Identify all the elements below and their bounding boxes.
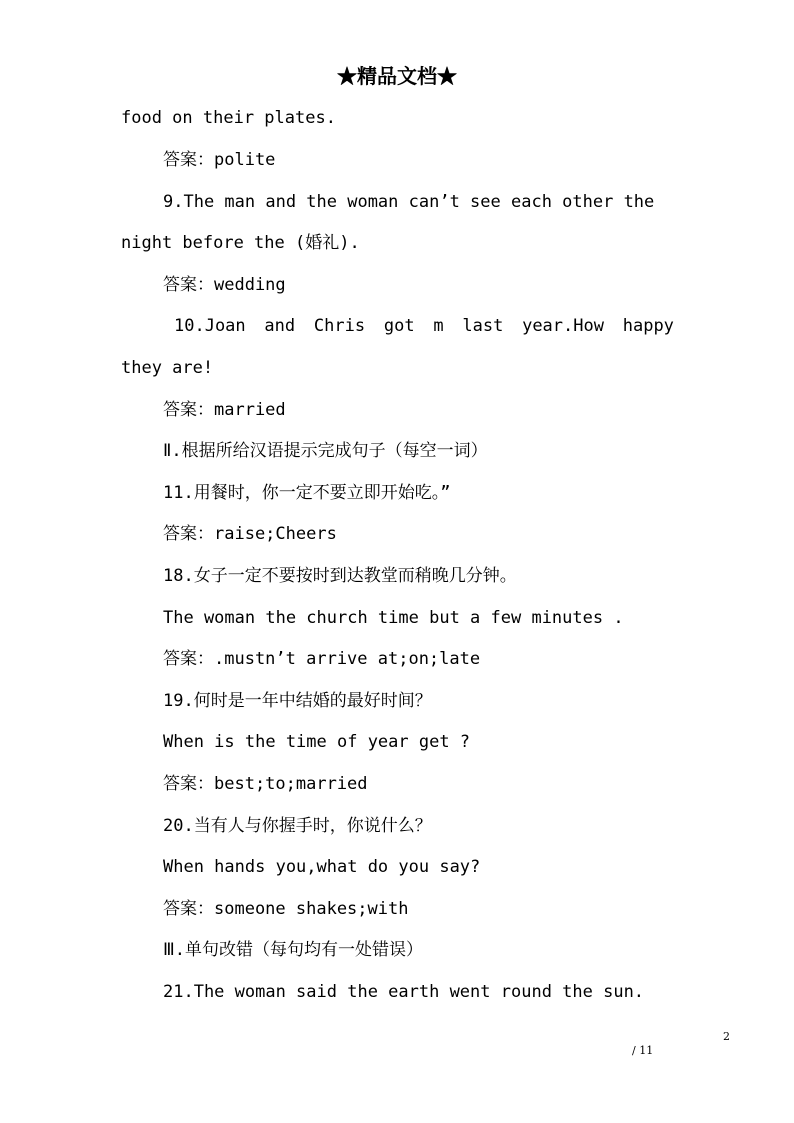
page-header-title: ★精品文档★ (337, 64, 457, 88)
word: got (383, 316, 415, 336)
text-line: they are! (121, 358, 214, 378)
answer-line: 答案：.mustn’t arrive at;on;late (163, 649, 481, 669)
word: 10.Joan (174, 316, 246, 336)
answer-line: 答案：married (163, 400, 286, 420)
text-line: When is the time of year get ? (163, 732, 471, 752)
answer-line: 答案：wedding (163, 275, 286, 295)
question-line-justified (174, 314, 674, 338)
section-heading: Ⅱ.根据所给汉语提示完成句子（每空一词） (163, 441, 488, 461)
page-number: 2 (723, 1030, 730, 1043)
question-line: 18.女子一定不要按时到达教堂而稍晚几分钟。 (163, 566, 517, 586)
word: year.How (522, 316, 604, 336)
question-line: 20.当有人与你握手时，你说什么？ (163, 816, 432, 836)
word: last (462, 316, 504, 336)
word: Chris (313, 316, 366, 336)
question-line: 11.用餐时，你一定不要立即开始吃。” (163, 483, 451, 503)
answer-line: 答案：raise;Cheers (163, 524, 337, 544)
page-total: / 11 (632, 1044, 654, 1057)
question-line: 21.The woman said the earth went round the sun. (163, 982, 645, 1002)
answer-line: 答案：best;to;married (163, 774, 368, 794)
question-line: 19.何时是一年中结婚的最好时间？ (163, 691, 432, 711)
answer-line: 答案：polite (163, 150, 276, 170)
text-line: food on their plates. (121, 108, 336, 128)
word: happy (622, 316, 674, 336)
question-line: 9.The man and the woman can’t see each other the (163, 192, 655, 212)
text-line: The woman the church time but a few minutes . (163, 608, 624, 628)
text-line: night before the (婚礼). (121, 233, 360, 253)
word: m (433, 316, 444, 336)
answer-line: 答案：someone shakes;with (163, 899, 409, 919)
word: and (264, 316, 296, 336)
section-heading: Ⅲ.单句改错（每句均有一处错误） (163, 940, 423, 960)
text-line: When hands you,what do you say? (163, 857, 481, 877)
